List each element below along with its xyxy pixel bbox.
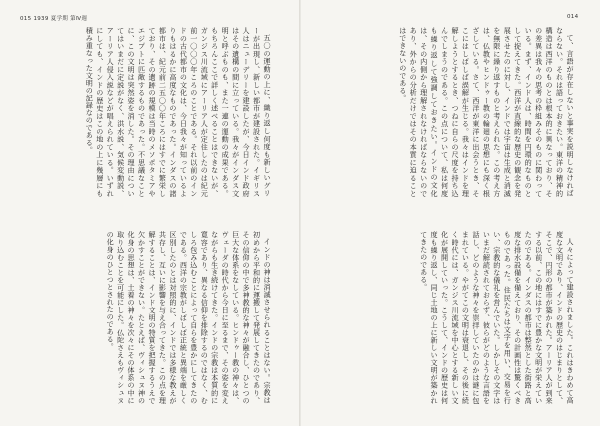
right-page-folio: 014 [567, 14, 579, 20]
right-page-upper-text [325, 27, 575, 197]
book-gutter [299, 0, 301, 426]
right-page-upper-paragraph: て、言語が存在しないと事実を説明しなければならない。それは語っておきたい。東洋の精神的構造は西洋のものとは根本的に異なっており、その差異は我々の思考の枠組みそのものに関わっている。まず、インド人は、時間を円環的なものとして捉えてきた。西洋が直線的な歴史の観念を発展させたのに対し、インドでは宇宙は生成と消滅を無限に繰り返すものと考えられた。この考え方は、仏教やヒンドゥー教の輪廻の思想にも深く根ざしている。さて、西洋が東洋に出会うとき、そこにはしばしば誤解が生じる。我々はインドを理解しようとするとき、つねに自らの尺度を持ち込んでしまうのである。この点について、私は何度も繰り返して強調しておきたい。インドの文化は、その内側から理解されなければならないのであり、外からの分析だけではその本質に迫ることはできないのである。 [398, 27, 575, 197]
left-page-lower-text [22, 231, 272, 404]
right-page-lower-text [325, 231, 575, 404]
left-page-upper-paragraph: 五〇の運動の上に、織り返し何度も新しいグリーが出現し、新しい都市が建設された。イギリス人はニューデリーを建設したが、今日インド政府はその遺構の間に立っている。我々がインダス文明と呼ぶものも、また一連の運動の成果である。もちろんここで詳しく述べることはできないが、ガンジス川流域にアーリア人が定住したのは紀元前一〇〇〇年ころのことである。それ以前のインドの古代都市の文化は、今日我々が知っているよりもはるかに高度なものであった。インダスの諸都市は、紀元前二五〇〇年ころにはすでに繁栄しており、その遺跡の規模は当時のメソポタミアやエジプトに匹敵するものであった。不思議なことに、この文明は突然姿を消した。その理由についてはいまだに定説がなく、洪水説、気候変動説、アーリア人侵入説などが唱えられている。いずれにしても、インドの歴史はこの地の上に幾層にも積み重なった文明の記録なのである。 [85, 27, 272, 197]
left-page-upper-text [22, 27, 272, 197]
right-page-lower-paragraph: 人々によって建設されました。これはきわめて高度な文明であり、インドの歴史のはじまりとして、そこで、円形の都市が築かれた。アーリア人が到来する以前、この地にはすでに豊かな文明が栄えていたのである。インダスの都市は整然とした街路と高度な排水設備を備えており、その計画性は驚くべきものであった。住民たちは文字を用い、交易を行い、宗教的な儀礼を営んでいた。しかしその文字はいまだ解読されておらず、彼らがどのような言語を話し、どのような神々を崇拝していたのかは謎に包まれている。やがてこの文明は衰退し、その後に続く時代には、ガンジス川流域を中心とする新しい文化が展開していった。こうして、インドの歴史は何度も繰り返し、同じ土地の上に新しい文明が築かれてきたのである。 [419, 231, 575, 404]
left-page-lower-paragraph: インドの神は消滅させられることはない。宗教は初めから平和的に運搬して発展してきたのであり、その信仰の中で多神教的な神々が融合し、ひとつの巨大な体系をなしている。ヒンドゥー教の神々は、ヴェーダの時代から今日に至るまで、その姿を変えながらも生き続けてきた。インドの宗教は本質的に寛容であり、異なる信仰を排除するのではなく、むしろ包み込むことによって自らを豊かにしてきたのである。西洋の宗教がしばしば正統と異端を厳しく区別したのとは対照的に、インドでは多様な教えが共存し、互いに影響を与え合ってきた。この点を理解することは、インド文明の特質を把握するうえで欠かすことができない。たとえば、ヴィシュヌ神の化身の思想は、土着の神々を次々にその体系の中に取り込むことを可能にした。仏陀さえもヴィシュヌの化身のひとつとされたのである。 [106, 231, 272, 404]
left-page-folio: 015 1939 夏学期 第Ⅳ週 [20, 16, 88, 22]
